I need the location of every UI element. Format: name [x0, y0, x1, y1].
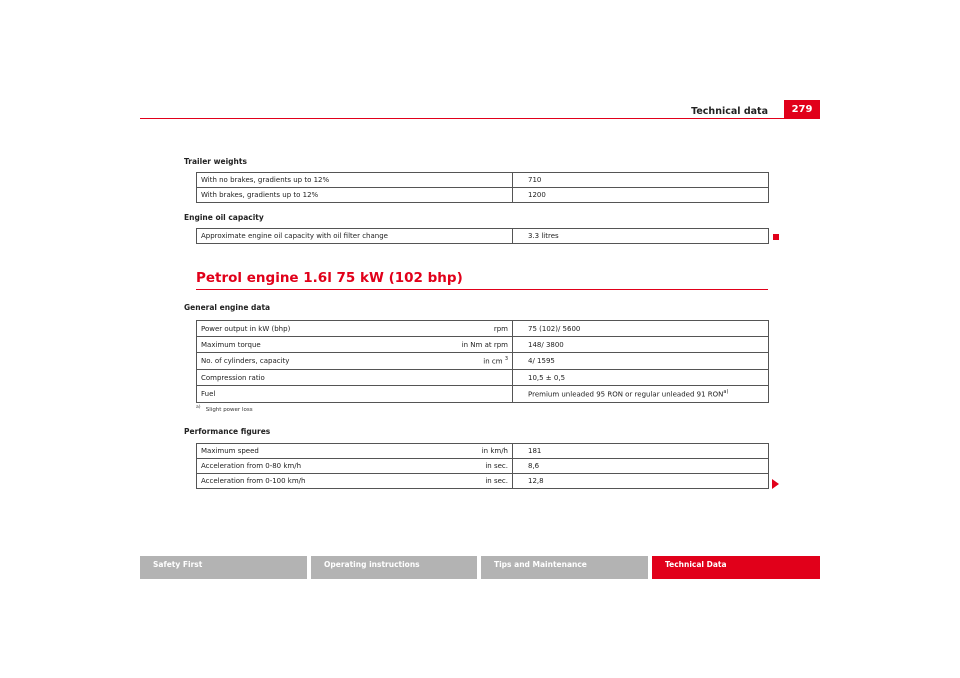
section-title-rule — [196, 289, 768, 290]
tab-safety-first[interactable] — [140, 556, 307, 579]
row-label: Maximum speed — [197, 444, 397, 459]
row-value: 4/ 1595 — [513, 353, 769, 370]
table-row — [197, 321, 769, 337]
row-unit: in km/h — [397, 444, 513, 459]
trailer-weights-table — [196, 172, 769, 203]
row-value: 10,5 ± 0,5 — [513, 370, 769, 386]
tab-label: Tips and Maintenance — [494, 560, 587, 569]
table-row — [197, 353, 769, 370]
tab-technical-data[interactable] — [652, 556, 820, 579]
row-label: Fuel — [197, 386, 397, 403]
table-row — [197, 370, 769, 386]
page-number: 279 — [784, 100, 820, 119]
row-unit — [397, 353, 513, 370]
row-unit — [397, 370, 513, 386]
section-title: Petrol engine 1.6l 75 kW (102 bhp) — [196, 270, 463, 286]
header-rule — [140, 118, 820, 119]
table-row — [197, 188, 769, 203]
fuel-value-text: Premium unleaded 95 RON or regular unleaded 91 RON — [528, 390, 724, 399]
row-label: No. of cylinders, capacity — [197, 353, 397, 370]
general-engine-data-table — [196, 320, 769, 403]
unit-text: in cm — [483, 357, 503, 366]
row-unit: in sec. — [397, 459, 513, 474]
row-label: Approximate engine oil capacity with oil filter change — [197, 229, 513, 244]
row-value: 1200 — [513, 188, 769, 203]
row-unit — [397, 386, 513, 403]
table-row — [197, 459, 769, 474]
performance-figures-heading: Performance figures — [184, 427, 271, 436]
row-unit: in sec. — [397, 474, 513, 489]
general-engine-data-heading: General engine data — [184, 303, 271, 312]
table-row — [197, 474, 769, 489]
row-value — [513, 386, 769, 403]
tab-label: Operating instructions — [324, 560, 420, 569]
page-header-title: Technical data — [691, 106, 768, 117]
performance-figures-table — [196, 443, 769, 489]
trailer-weights-heading: Trailer weights — [184, 157, 247, 166]
tab-tips-and-maintenance[interactable] — [481, 556, 648, 579]
table-row — [197, 173, 769, 188]
table-row — [197, 337, 769, 353]
footnote-reference: a) — [723, 389, 729, 396]
row-label: With no brakes, gradients up to 12% — [197, 173, 513, 188]
table-row — [197, 444, 769, 459]
engine-oil-table — [196, 228, 769, 244]
footer-nav — [140, 556, 820, 579]
footnote-text: Slight power loss — [205, 406, 253, 413]
row-value: 148/ 3800 — [513, 337, 769, 353]
row-value: 8,6 — [513, 459, 769, 474]
row-label: Acceleration from 0-80 km/h — [197, 459, 397, 474]
tab-label: Technical Data — [665, 560, 727, 569]
row-unit: in Nm at rpm — [397, 337, 513, 353]
table-row — [197, 386, 769, 403]
tab-operating-instructions[interactable] — [311, 556, 477, 579]
section-end-marker — [773, 234, 779, 240]
row-value: 710 — [513, 173, 769, 188]
row-value: 75 (102)/ 5600 — [513, 321, 769, 337]
row-value: 181 — [513, 444, 769, 459]
engine-oil-heading: Engine oil capacity — [184, 213, 264, 222]
row-label: With brakes, gradients up to 12% — [197, 188, 513, 203]
table-row — [197, 229, 769, 244]
row-label: Acceleration from 0-100 km/h — [197, 474, 397, 489]
unit-superscript: 3 — [504, 356, 508, 363]
row-value: 3.3 litres — [513, 229, 769, 244]
row-value: 12,8 — [513, 474, 769, 489]
row-unit: rpm — [397, 321, 513, 337]
footnote — [196, 405, 253, 413]
row-label: Compression ratio — [197, 370, 397, 386]
footnote-mark: a) — [196, 405, 201, 410]
continue-arrow-icon — [772, 479, 779, 489]
row-label: Maximum torque — [197, 337, 397, 353]
row-label: Power output in kW (bhp) — [197, 321, 397, 337]
tab-label: Safety First — [153, 560, 203, 569]
